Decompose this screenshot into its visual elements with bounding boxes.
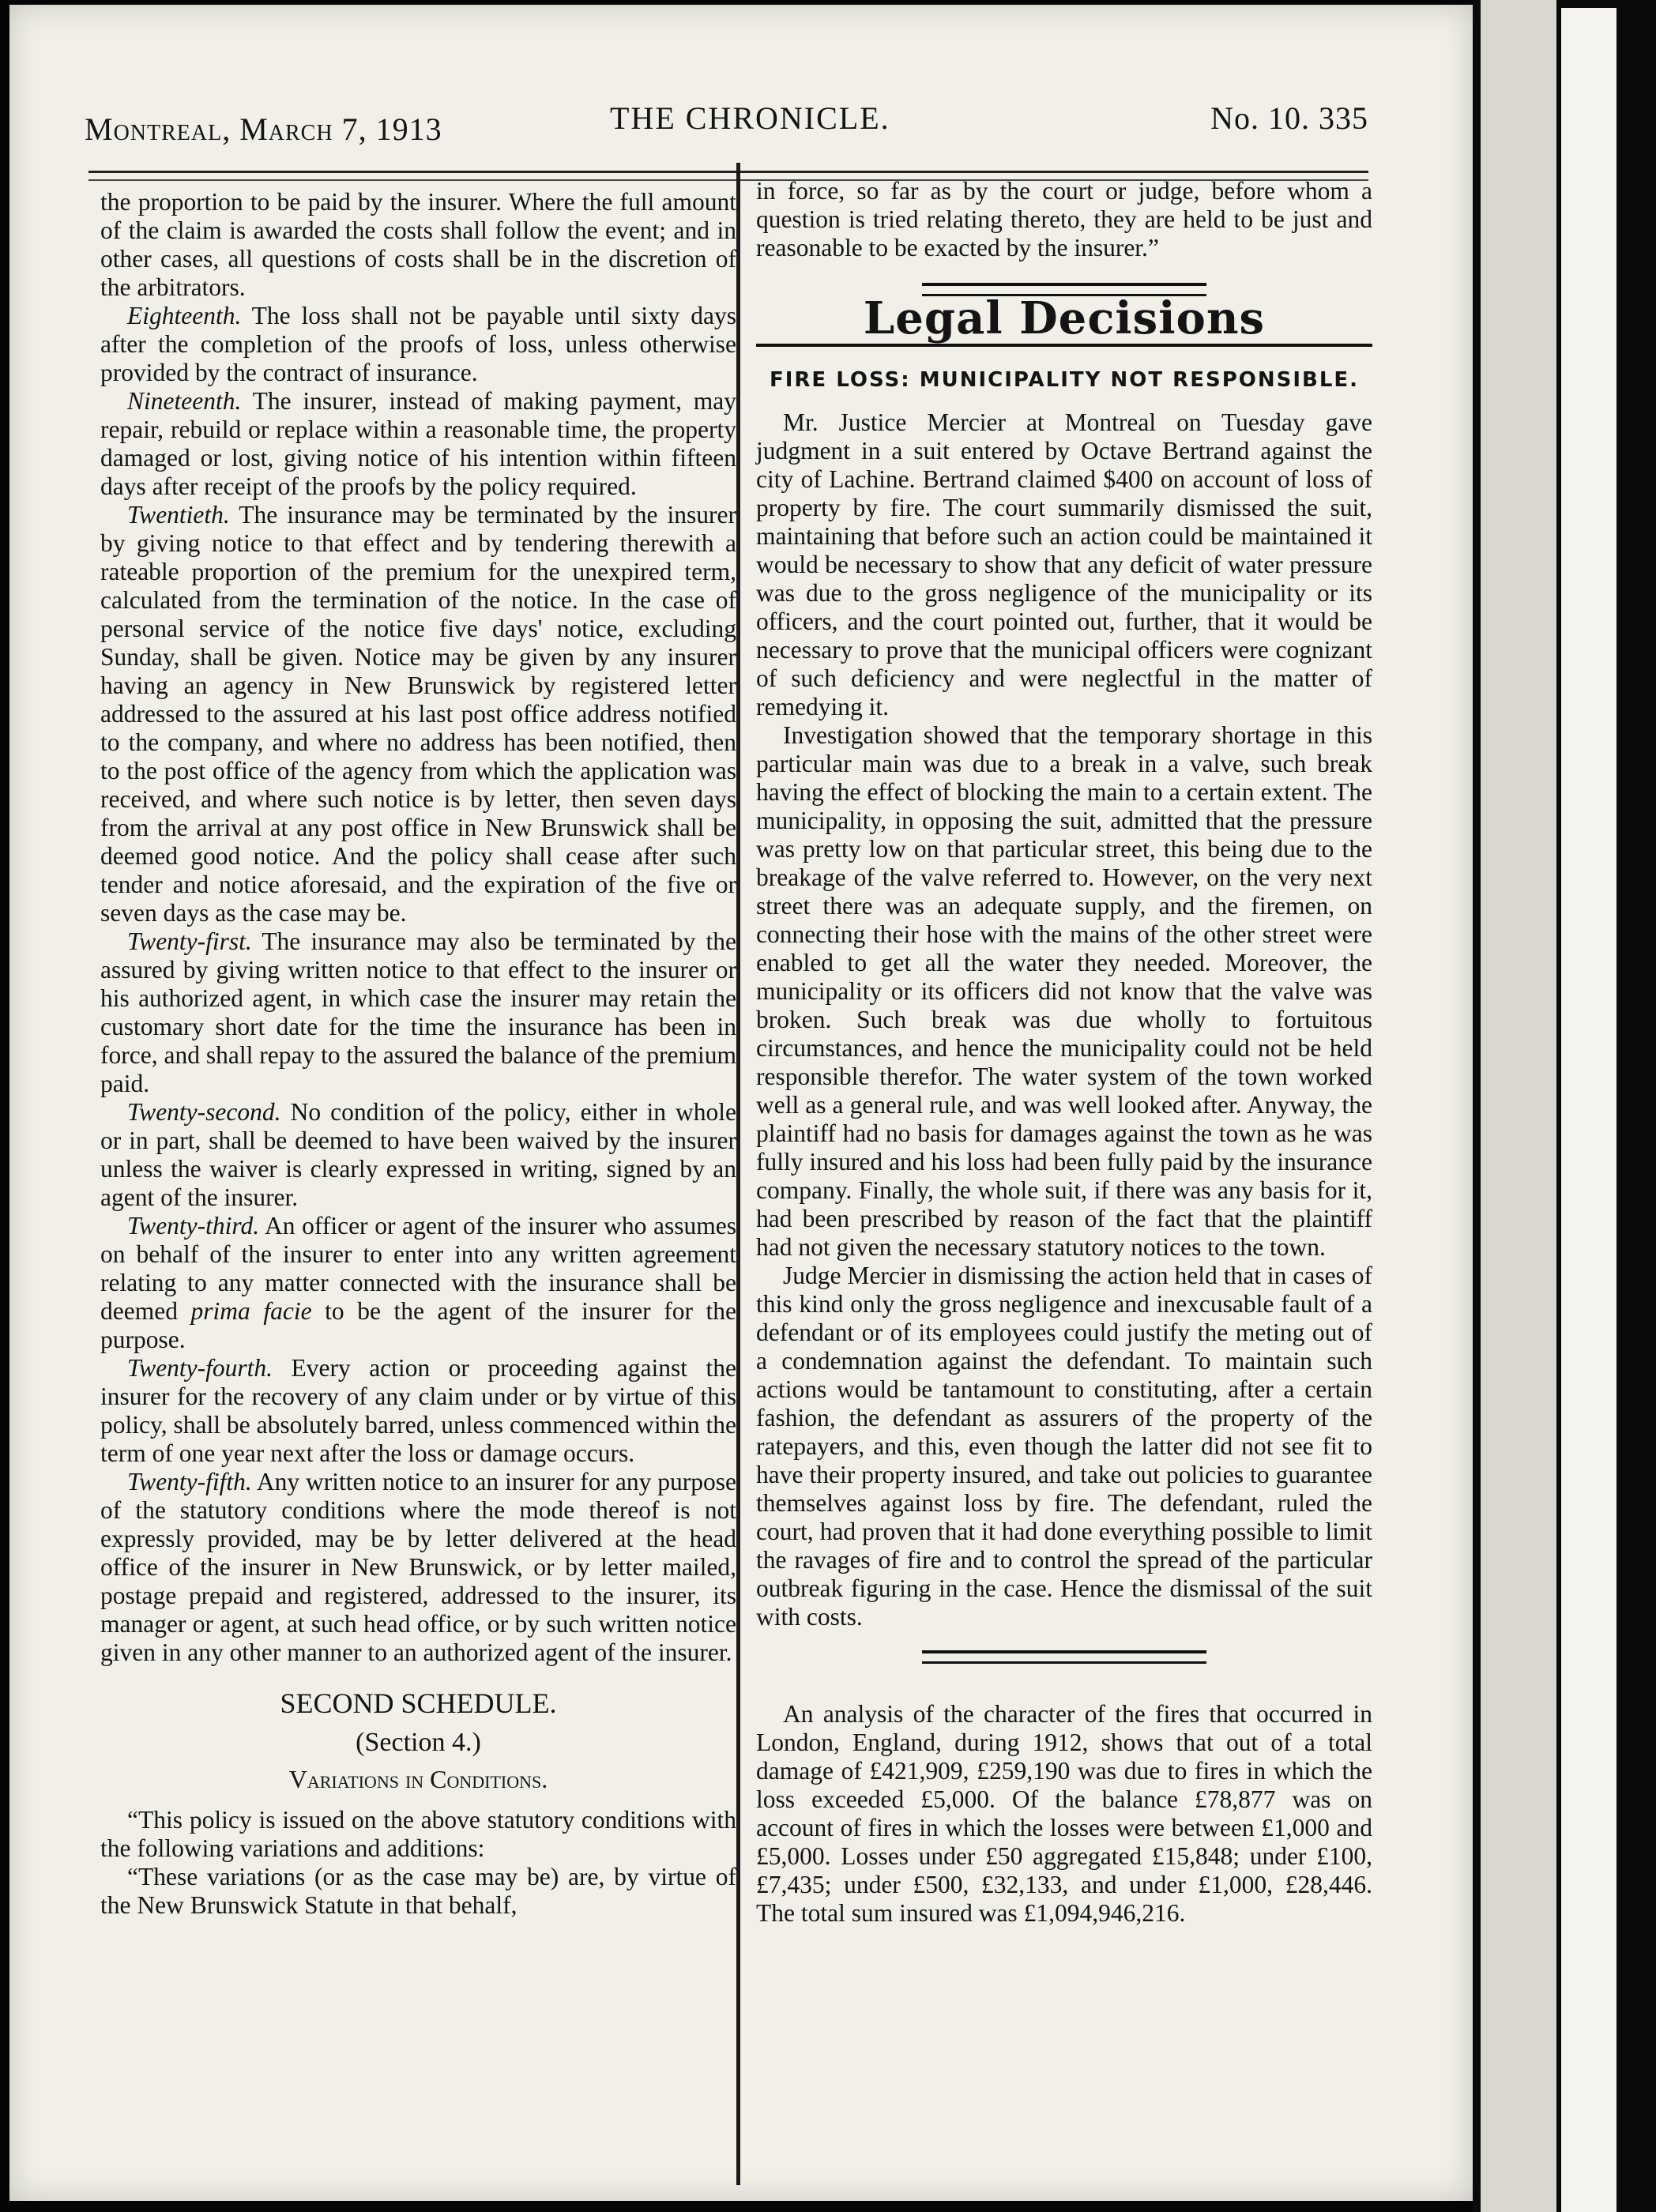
condition-label: Twentieth. [127, 501, 230, 529]
paragraph: in force, so far as by the court or judge, before whom a question is tried relating thereto, they are held to be just and reasonable to be exacted by the insurer.” [756, 177, 1372, 261]
condition-label: Twenty-fifth. [127, 1468, 252, 1495]
condition-label: Twenty-third. [127, 1212, 260, 1240]
paragraph [100, 501, 736, 927]
paragraph-text: An officer or agent of the insurer who assumes on behalf of the insurer to enter into any written agreement relating to any matter connected with the insurance shall be deemed [100, 1212, 736, 1325]
condition-label: Nineteenth. [127, 387, 242, 415]
paragraph: “This policy is issued on the above statutory conditions with the following variations and additions: [100, 1806, 736, 1862]
page-edge-sheet [1561, 8, 1616, 2212]
header-dateline: Montreal, March 7, 1913 [85, 111, 442, 147]
paragraph: An analysis of the character of the fires that occurred in London, England, during 1912, shows that out of a total damage of £421,909, £259,190 was due to fires in which the loss exceeded £5,000. Of the balance £78,877 was on account of fires in which the losses were between £1,000 and £5,000. Losses under £50 aggregated £15,848; under £100, £7,435; under £500, £32,133, and under £1,000, £28,446. The total sum insured was £1,094,946,216. [756, 1700, 1372, 1927]
paragraph [100, 927, 736, 1098]
article-headline: FIRE LOSS: MUNICIPALITY NOT RESPONSIBLE. [769, 368, 1360, 392]
schedule-section: (Section 4.) [356, 1728, 481, 1757]
condition-label: Twenty-fourth. [127, 1354, 273, 1382]
paragraph-text: No condition of the policy, either in whole or in part, shall be deemed to have been waived by the insurer unless the waiver is clearly expressed in writing, signed by an agent of the insurer. [100, 1098, 736, 1211]
page-header [85, 92, 1368, 147]
schedule-title: SECOND SCHEDULE. [280, 1687, 557, 1719]
condition-label: Eighteenth. [127, 302, 242, 329]
header-publication-title: THE CHRONICLE. [610, 100, 890, 136]
paragraph-text: to be the agent of the insurer for the purpose. [100, 1297, 736, 1353]
left-column [100, 188, 736, 1920]
condition-label: Twenty-first. [127, 927, 252, 955]
adjacent-page-edge [1473, 0, 1656, 2212]
paragraph-text: Any written notice to an insurer for any purpose of the statutory conditions where the mode thereof is not expressly provided, may be by letter delivered at the head office of the insurer in New Brunswick, or by letter mailed, postage prepaid and registered, addressed to the insurer, its manager or agent, at such head office, or by such written notice given in any other manner to an authorized agent of the insurer. [100, 1468, 737, 1666]
paragraph: Investigation showed that the temporary shortage in this particular main was due to a break in a valve, such break having the effect of blocking the main to a certain extent. The municipality, in opposing the suit, admitted that the pressure was pretty low on that particular street, this being due to the breakage of the valve referred to. However, on the very next street there was an adequate supply, and the firemen, on connecting their hose with the mains of the other street were enabled to get all the water they needed. Moreover, the municipality or its officers did not know that the valve was broken. Such break was due wholly to fortuitous circumstances, and hence the municipality could not be held responsible therefor. The water system of the town worked well as a general rule, and was well looked after. Anyway, the plaintiff had no basis for damages against the town as he was fully insured and his loss had been fully paid by the insurance company. Finally, the whole suit, if there was any basis for it, had been prescribed by reason of the fact that the plaintiff had not given the necessary statutory notices to the town. [756, 721, 1372, 1261]
condition-label: Twenty-second. [127, 1098, 281, 1126]
paragraph-text: The insurance may be terminated by the insurer by giving notice to that effect and by tendering therewith a rateable proportion of the premium for the unexpired term, calculated from the termination of the notice. In the case of personal service of the notice five days' notice, excluding Sunday, shall be given. Notice may be given by any insurer having an agency in New Brunswick by registered letter addressed to the assured at his last post office address notified to the company, and where no address has been notified, then to the post office of the agency from which the application was received, and where such notice is by letter, then seven days from the arrival at any post office in New Brunswick shall be deemed good notice. And the policy shall cease after such tender and notice aforesaid, and the expiration of the five or seven days as the case may be. [100, 501, 736, 927]
column-divider [736, 163, 740, 2185]
paragraph-text: The loss shall not be payable until sixty days after the completion of the proofs of loss, unless otherwise provided by the contract of insurance. [100, 302, 736, 386]
paragraph: Judge Mercier in dismissing the action held that in cases of this kind only the gross negligence and inexcusable fault of a defendant or of its employees could justify the meting out of a condemnation against the defendant. To maintain such actions would be tantamount to constituting, after a certain fashion, the defendant as assurers of the property of the ratepayers, and this, even though the latter did not see fit to have their property insured, and take out policies to guarantee themselves against loss by fire. The defendant, ruled the court, had proven that it had done everything possible to limit the ravages of fire and to control the spread of the particular outbreak figuring in the case. Hence the dismissal of the suit with costs. [756, 1262, 1372, 1631]
header-issue-page: No. 10. 335 [1210, 100, 1368, 136]
paragraph [100, 302, 736, 387]
paragraph [100, 1212, 736, 1354]
paragraph: “These variations (or as the case may be) are, by virtue of the New Brunswick Statute in that behalf, [100, 1863, 736, 1919]
page-edge-sheet [1481, 0, 1556, 2212]
section-title: Legal Decisions [863, 292, 1266, 344]
paragraph-text: The insurance may also be terminated by the assured by giving written notice to that effect to the insurer or his authorized agent, in which case the insurer may retain the customary short date for the time the insurance has been in force, and shall repay to the assured the balance of the premium paid. [100, 927, 736, 1097]
paragraph [100, 1098, 736, 1212]
paragraph-text: Every action or proceeding against the insurer for the recovery of any claim under or by virtue of this policy, shall be absolutely barred, unless commenced within the term of one year next after the loss or damage occurs. [100, 1354, 736, 1467]
paragraph [100, 1468, 736, 1667]
paragraph-text: The insurer, instead of making payment, may repair, rebuild or replace within a reasonable time, the property damaged or lost, giving notice of his intention within fifteen days after receipt of the proofs by the policy required. [100, 387, 736, 500]
paragraph [100, 387, 736, 501]
schedule-subheading: Variations in Conditions. [288, 1765, 548, 1793]
newspaper-page [9, 5, 1473, 2201]
paragraph: Mr. Justice Mercier at Montreal on Tuesday gave judgment in a suit entered by Octave Bertrand against the city of Lachine. Bertrand claimed $400 on account of loss of property by fire. The court summarily dismissed the suit, maintaining that before such an action could be maintained it would be necessary to show that any deficit of water pressure was due to the gross negligence of the municipality or its officers, and the court pointed out, further, that it would be necessary to prove that the municipal officers were cognizant of such deficiency and were neglectful in the matter of remedying it. [756, 408, 1372, 720]
italic-phrase: prima facie [190, 1297, 312, 1325]
article-separator-rule [922, 1650, 1206, 1664]
paragraph: the proportion to be paid by the insurer. Where the full amount of the claim is awarded the costs shall follow the event; and in other cases, all questions of costs shall be in the discretion of the arbitrators. [100, 188, 736, 301]
paragraph [100, 1354, 736, 1468]
right-column [756, 177, 1372, 1928]
